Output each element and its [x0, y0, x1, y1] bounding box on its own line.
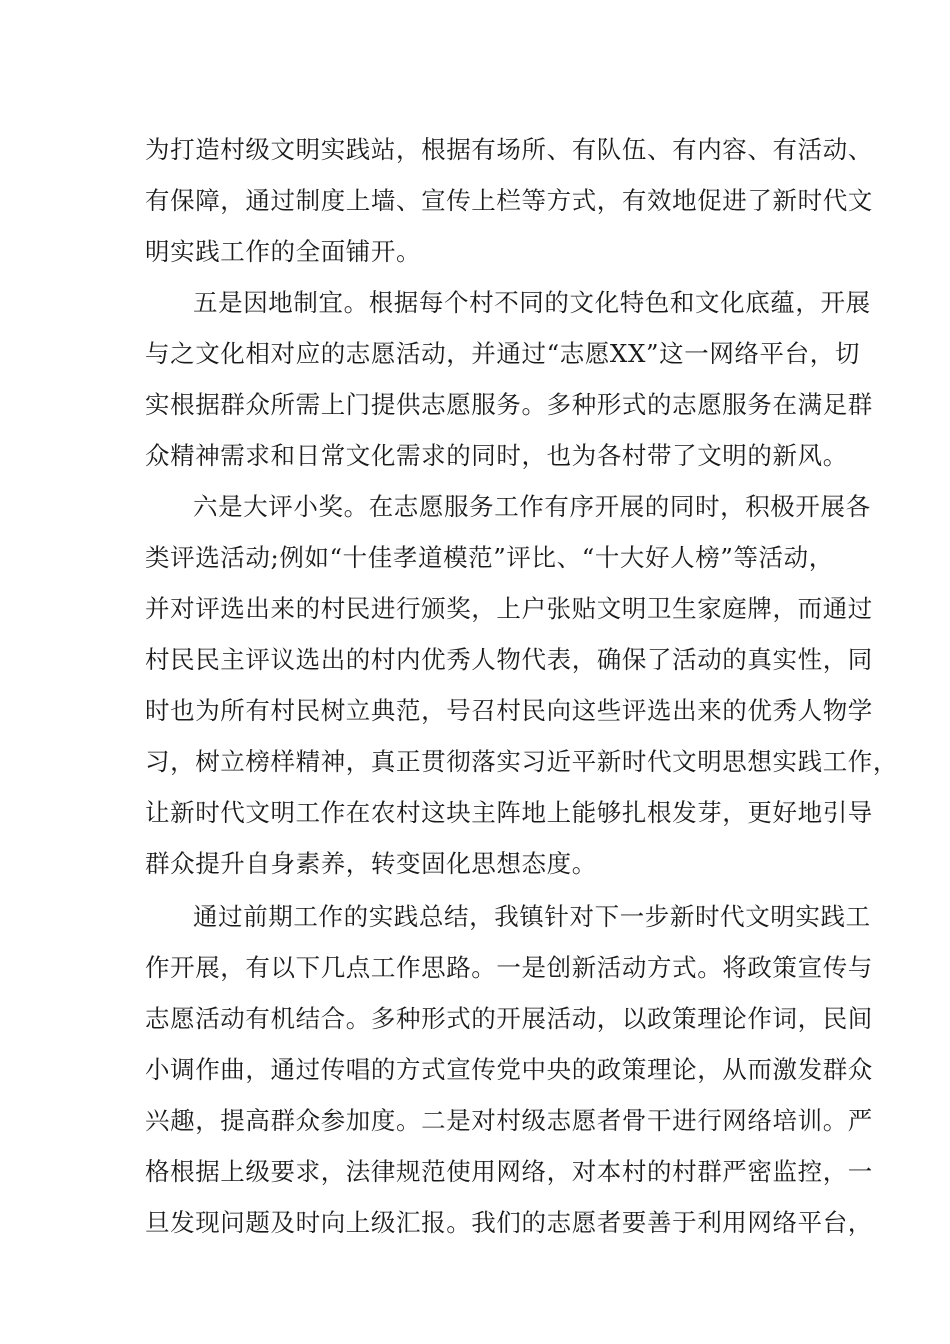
- text-line: 为打造村级文明实践站，根据有场所、有队伍、有内容、有活动、: [145, 135, 873, 164]
- paragraph-start-line: 六是大评小奖。在志愿服务工作有序开展的同时，积极开展各: [193, 492, 871, 521]
- text-line: 有保障，通过制度上墙、宣传上栏等方式，有效地促进了新时代文: [145, 186, 873, 215]
- text-line: 众精神需求和日常文化需求的同时，也为各村带了文明的新风。: [145, 441, 848, 470]
- text-line: 小调作曲，通过传唱的方式宣传党中央的政策理论，从而激发群众: [145, 1055, 873, 1084]
- paragraph-start-line: 五是因地制宜。根据每个村不同的文化特色和文化底蕴，开展: [193, 288, 871, 317]
- paragraph-start-line: 通过前期工作的实践总结，我镇针对下一步新时代文明实践工: [193, 902, 871, 931]
- text-line: 时也为所有村民树立典范，号召村民向这些评选出来的优秀人物学: [145, 696, 873, 725]
- text-line: 村民民主评议选出的村内优秀人物代表，确保了活动的真实性，同: [145, 645, 873, 674]
- text-line: 实根据群众所需上门提供志愿服务。多种形式的志愿服务在满足群: [145, 390, 873, 419]
- text-line: 作开展，有以下几点工作思路。一是创新活动方式。将政策宣传与: [145, 953, 873, 982]
- text-line: 志愿活动有机结合。多种形式的开展活动，以政策理论作词，民间: [145, 1004, 873, 1033]
- text-line: 旦发现问题及时向上级汇报。我们的志愿者要善于利用网络平台，: [145, 1208, 873, 1237]
- text-line: 兴趣，提高群众参加度。二是对村级志愿者骨干进行网络培训。严: [145, 1106, 873, 1135]
- text-line: 明实践工作的全面铺开。: [145, 237, 422, 266]
- text-line: 类评选活动;例如“十佳孝道模范”评比、“十大好人榜”等活动，: [145, 543, 834, 572]
- text-line: 并对评选出来的村民进行颁奖，上户张贴文明卫生家庭牌，而通过: [145, 594, 873, 623]
- text-line: 群众提升自身素养，转变固化思想态度。: [145, 849, 597, 878]
- text-line: 格根据上级要求，法律规范使用网络，对本村的村群严密监控，一: [145, 1157, 873, 1186]
- text-line: 习，树立榜样精神，真正贯彻落实习近平新时代文明思想实践工作，: [145, 747, 898, 776]
- text-line: 让新时代文明工作在农村这块主阵地上能够扎根发芽，更好地引导: [145, 798, 873, 827]
- text-line: 与之文化相对应的志愿活动，并通过“志愿XX”这一网络平台，切: [145, 339, 860, 368]
